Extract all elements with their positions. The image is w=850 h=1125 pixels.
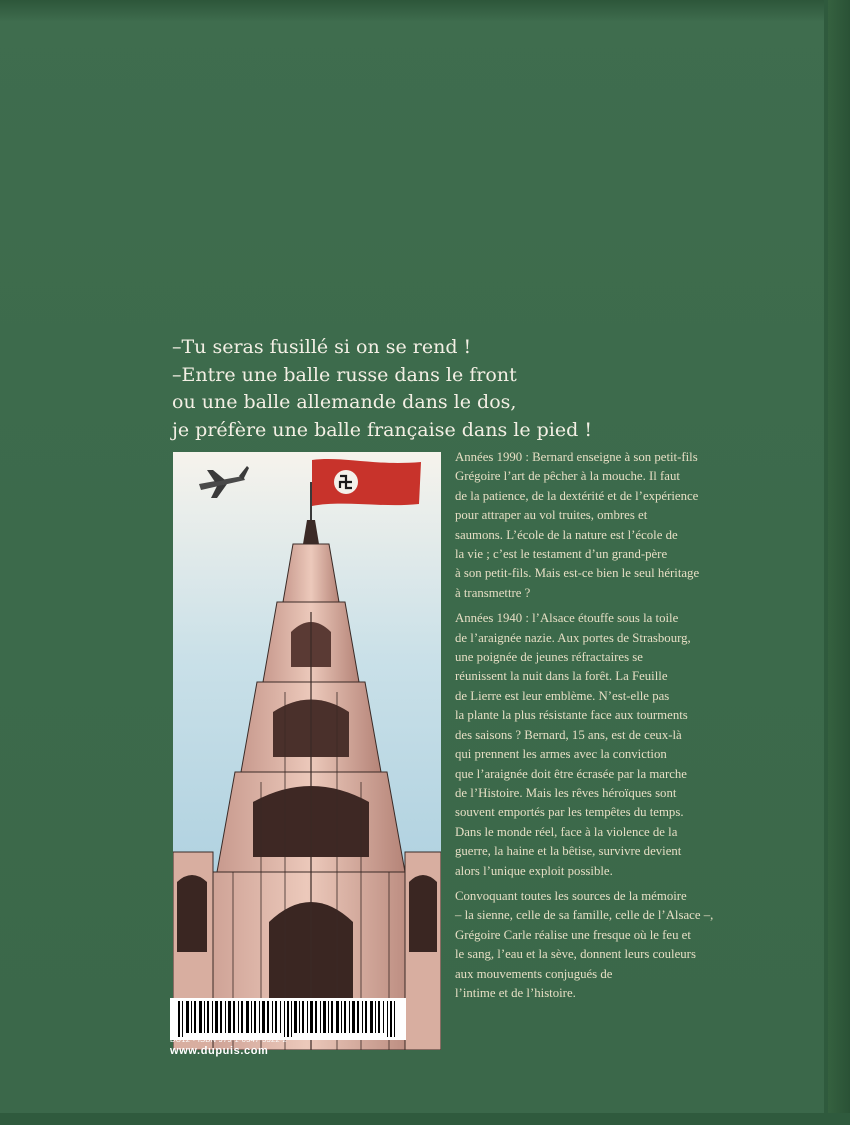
synopsis-paragraph: Années 1940 : l’Alsace étouffe sous la toile de l’araignée nazie. Aux portes de Strasbourg, une poignée de jeunes réfractaires se réunissent la nuit dans la forêt. La Feuille de Lierre est leur emblème. N’est-elle pas la plante la plus résistante face aux tourments des saisons ? Bernard, 15 ans, est de ceux-là qui prennent les armes avec la conviction que l’araignée doit être écrasée par la marche de l’Histoire. Mais les rêves héroïques sont souvent emportés par les tempêtes du temps. Dans le monde réel, face à la violence de la guerre, la haine et la bêtise, survivre devient alors l’unique exploit possible. [455,611,691,878]
quote-line: ou une balle allemande dans le dos, [172,391,517,413]
quote-line: –Tu seras fusillé si on se rend ! [172,336,472,358]
publisher-url[interactable]: www.dupuis.com [170,1045,269,1057]
quote-line: –Entre une balle russe dans le front [172,363,517,386]
barcode-bars-icon [178,1001,398,1037]
synopsis-paragraph: Convoquant toutes les sources de la mémoire – la sienne, celle de sa famille, celle de l’Alsace –, Grégoire Carle réalise une fresque où le feu et le sang, l’eau et la sève, donnent leurs couleurs aux mouvements conjugués de l’intime et de l’histoire. [455,888,714,1000]
cover-top-edge [0,0,850,22]
flag-icon [312,459,421,506]
synopsis-text [455,448,795,1009]
synopsis-paragraph: Années 1990 : Bernard enseigne à son petit-fils Grégoire l’art de pêcher à la mouche. Il faut de la patience, de la dextérité et de l’expérience pour attraper au vol truites, ombres et saumons. L’école de la nature est l’école de la vie ; c’est le testament d’un grand-père à son petit-fils. Mais est-ce bien le seul héritage à transmettre ? [455,450,700,600]
dialogue-quote [172,334,772,444]
spine-edge [828,0,850,1125]
isbn-label: DU12 • ISBN 979-1-0347-5322-2 [170,1035,287,1044]
barcode [170,998,406,1040]
cathedral-illustration [173,452,441,1050]
quote-line: je préfère une balle française dans le pied ! [172,418,592,441]
cover-bottom-edge [0,1113,850,1125]
